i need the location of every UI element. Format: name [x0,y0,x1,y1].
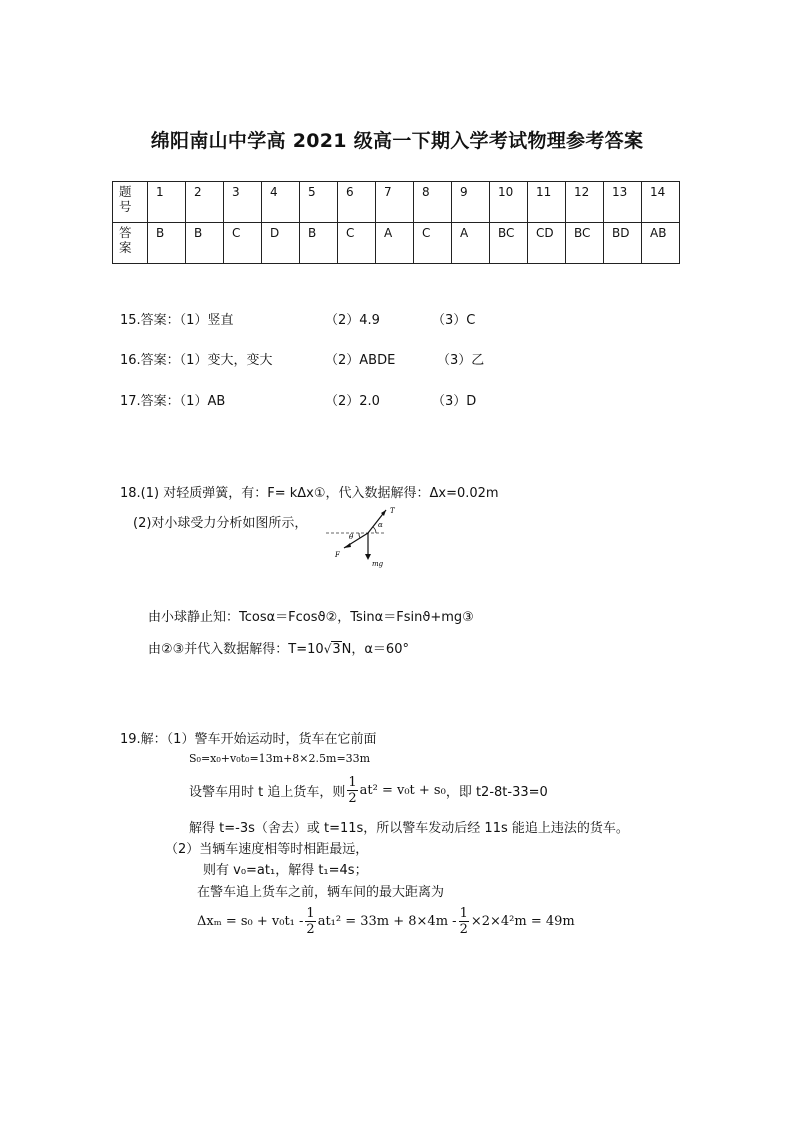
table-cell: 11 [528,182,566,223]
table-cell: C [414,223,452,264]
table-cell: 12 [566,182,604,223]
q18-line4-text: 由②③并代入数据解得：T=10 [148,642,324,657]
label-alpha: α [378,521,383,529]
table-cell: B [300,223,338,264]
table-cell: 14 [642,182,680,223]
q19-line5: （2）当辆车速度相等时相距最远， [165,842,369,857]
q19-line3-equation: at² = v₀t + s₀ [359,782,446,798]
fraction-denominator: 2 [306,921,315,937]
table-cell: 8 [414,182,452,223]
table-cell: 13 [604,182,642,223]
label-theta: θ [349,533,354,541]
table-cell: BC [490,223,528,264]
table-cell: B [148,223,186,264]
table-cell: 6 [338,182,376,223]
table-cell: 10 [490,182,528,223]
page-title: 绵阳南山中学高 2021 级高一下期入学考试物理参考答案 [150,130,644,152]
q17-part1: 17.答案：（1）AB [120,394,226,409]
row-header-answer: 答 案 [113,223,148,264]
q18-line2: (2)对小球受力分析如图所示， [133,516,308,531]
table-cell: D [262,223,300,264]
alpha-angle-arc [373,527,376,533]
table-cell: 3 [224,182,262,223]
q18-line3: 由小球静止知：Tcosα＝Fcosϑ②，Tsinα＝Fsinϑ+mg③ [148,610,474,625]
fraction-half-3 [459,907,469,936]
q15-part3: （3）C [432,313,476,328]
table-cell: 9 [452,182,490,223]
q16-part3: （3）乙 [437,353,485,368]
fraction-denominator: 2 [459,921,468,937]
answer-table [112,181,680,264]
q19-line2: S₀=x₀+v₀t₀=13m+8×2.5m=33m [189,752,371,765]
q19-line6: 则有 v₀=at₁，解得 t₁=4s； [203,863,368,878]
q17-part2: （2）2.0 [325,394,380,409]
table-cell: BC [566,223,604,264]
theta-angle-arc [359,533,360,538]
q18-line4-result: N，α＝60° [341,642,409,657]
table-cell: B [186,223,224,264]
table-cell: A [452,223,490,264]
q17-part3: （3）D [432,394,477,409]
table-cell: A [376,223,414,264]
q19-line3 [189,772,548,808]
q19-line1: 19.解：（1）警车开始运动时，货车在它前面 [120,732,377,747]
fraction-denominator: 2 [348,790,357,806]
table-cell: 1 [148,182,186,223]
label-t: T [390,507,395,515]
table-row-answers [113,223,680,264]
table-row-numbers [113,182,680,223]
q19-line3-result: ，即 t2-8t-33=0 [445,784,548,800]
label-f: F [335,551,340,559]
force-diagram [326,500,396,572]
table-cell: 4 [262,182,300,223]
q19-line8-part3: ×2×4²m = 49m [470,913,575,929]
table-cell: 5 [300,182,338,223]
q16-part1: 16.答案：（1）变大，变大 [120,353,273,368]
q19-line8-part2: at₁² = 33m + 8×4m - [317,913,457,929]
table-cell: BD [604,223,642,264]
table-cell: C [338,223,376,264]
spring-force-arrowhead [344,543,351,548]
table-cell: C [224,223,262,264]
q15-part1: 15.答案：（1）竖直 [120,313,234,328]
fraction-half [347,776,357,805]
q19-line8 [197,903,575,939]
sqrt-symbol: √ [323,642,332,656]
q18-line4 [148,638,409,657]
fraction-numerator: 1 [459,905,468,921]
gravity-arrowhead [365,554,371,560]
label-mg: mg [372,560,384,568]
sqrt-radicand: 3 [332,642,341,657]
table-cell: 2 [186,182,224,223]
q19-line3-text: 设警车用时 t 追上货车，则 [189,784,346,800]
q19-line7: 在警车追上货车之前，辆车间的最大距离为 [197,885,445,900]
table-cell: 7 [376,182,414,223]
q16-part2: （2）ABDE [325,353,396,368]
fraction-numerator: 1 [306,905,315,921]
table-cell: AB [642,223,680,264]
q15-part2: （2）4.9 [325,313,380,328]
q18-line1: 18.(1) 对轻质弹簧，有：F= kΔx①，代入数据解得：Δx=0.02m [120,486,499,501]
fraction-half-2 [305,907,315,936]
q19-line4: 解得 t=-3s（舍去）或 t=11s，所以警车发动后经 11s 能追上违法的货车。 [189,821,629,836]
q19-line8-part1: Δxₘ = s₀ + v₀t₁ - [197,913,304,929]
table-cell: CD [528,223,566,264]
row-header-number: 题 号 [113,182,148,223]
fraction-numerator: 1 [348,774,357,790]
